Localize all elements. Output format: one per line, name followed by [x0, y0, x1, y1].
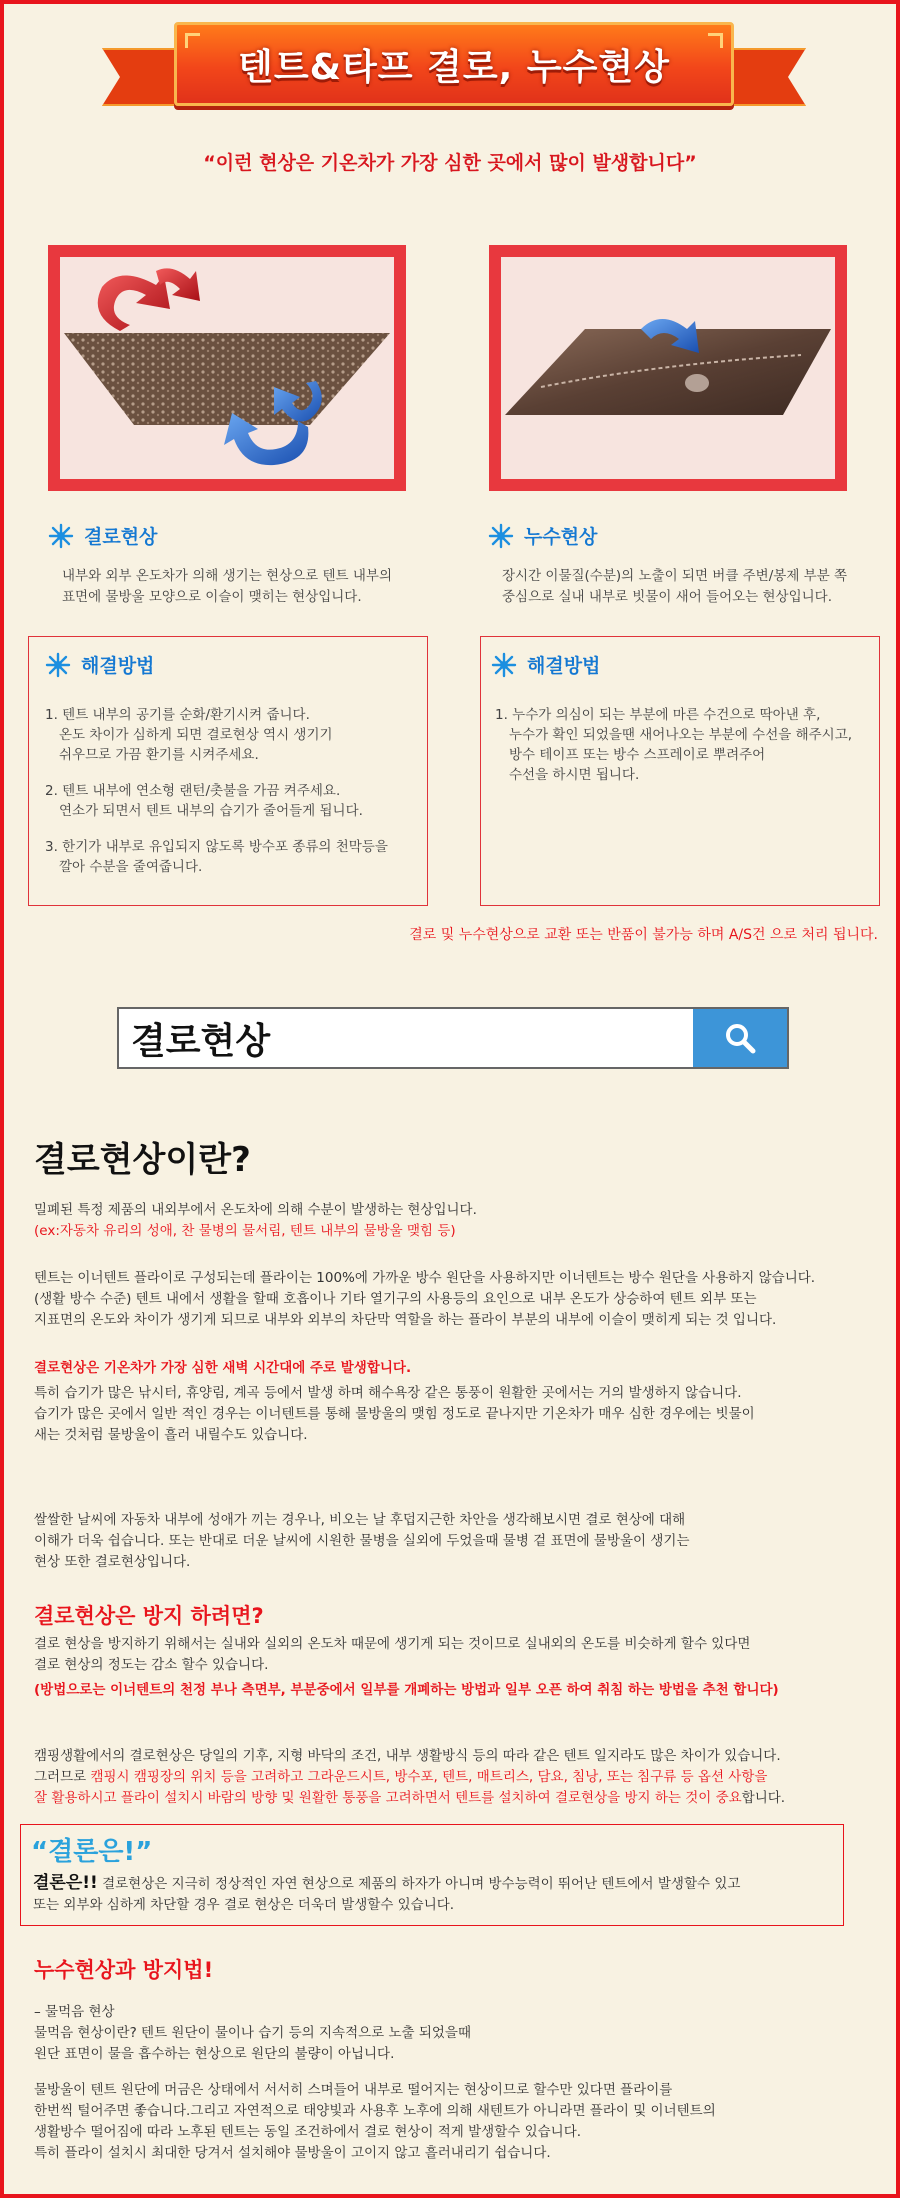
search-input[interactable]: [119, 1009, 693, 1067]
snowflake-icon: [491, 652, 517, 678]
leak-illustration: [501, 257, 835, 479]
subtitle-quote: “이런 현상은 기온차가 가장 심한 곳에서 많이 발생합니다”: [203, 152, 697, 174]
condensation-description: [62, 566, 392, 608]
conclusion-title: “결론은!”: [31, 1837, 153, 1867]
solution-right-item: [495, 705, 875, 785]
text-line: 쌀쌀한 날씨에 자동차 내부에 성애가 끼는 경우나, 비오는 날 후덥지근한 차안을 생각해보시면 결로 현상에 대해: [34, 1512, 686, 1528]
search-button[interactable]: [693, 1009, 787, 1067]
snowflake-icon: [45, 652, 71, 678]
text-line: 캠핑생활에서의 결로현상은 당일의 기후, 지형 바닥의 조건, 내부 생활방식 등의 따라 같은 텐트 일지라도 많은 차이가 있습니다.: [34, 1748, 781, 1764]
tent-structure-paragraph: [34, 1268, 884, 1331]
solution-left-item: [45, 781, 415, 821]
leak-heading: [488, 522, 597, 549]
solution-right-title: 해결방법: [527, 655, 601, 677]
text-line: 원단 표면이 물을 흡수하는 현상으로 원단의 불량이 아닙니다.: [34, 2046, 395, 2062]
text-fragment: 그러므로: [34, 1769, 91, 1785]
text-line: 텐트는 이너텐트 플라이로 구성되는데 플라이는 100%에 가까운 방수 원단을 사용하지만 이너텐트는 방수 원단을 사용하지 않습니다.: [34, 1270, 816, 1286]
text-line: 지표면의 온도와 차이가 생기게 되므로 내부와 외부의 차단막 역할을 하는 플라이 부분의 내부에 이슬이 맺히게 되는 것 입니다.: [34, 1312, 777, 1328]
prevention-paragraph: [34, 1634, 884, 1701]
text-fragment: 결로현상은 지극히 정상적인 자연 현상으로 제품의 하자가 아니며 방수능력이 뛰어난 텐트에서 발생할수 있고: [97, 1876, 741, 1892]
text-line: 생활방수 떨어짐에 따라 노후된 텐트는 동일 조건하에서 결로 현상이 적게 발생할수 있습니다.: [34, 2124, 582, 2140]
solution-line: 깔아 수분을 줄여줍니다.: [59, 859, 203, 875]
condensation-desc-line: 표면에 물방울 모양으로 이슬이 맺히는 현상입니다.: [62, 589, 362, 605]
text-line: 물먹음 현상이란? 텐트 원단이 물이나 습기 등의 지속적으로 노출 되었을때: [34, 2025, 472, 2041]
solution-line: 1. 텐트 내부의 공기를 순화/환기시켜 줍니다.: [45, 707, 310, 723]
solution-left-item: [45, 837, 415, 877]
solution-line: 누수가 확인 되었을땐 새어나오는 부분에 수선을 해주시고,: [509, 727, 853, 743]
search-icon: [723, 1021, 757, 1055]
solution-line: 방수 테이프 또는 방수 스프레이로 뿌려주어: [509, 747, 766, 763]
leak-description: [502, 566, 847, 608]
solution-left-title: 해결방법: [81, 655, 155, 677]
prevention-heading: 결로현상은 방지 하려면?: [34, 1604, 264, 1628]
solution-box-left: [28, 636, 428, 906]
snowflake-icon: [488, 523, 514, 549]
condensation-title: 결로현상: [84, 526, 158, 548]
fabric-surface: [64, 333, 390, 425]
text-line: 특히 플라이 설치시 최대한 당겨서 설치해야 물방울이 고이지 않고 흘러내리기 쉽습니다.: [34, 2145, 551, 2161]
highlight-line: 결로현상은 기온차가 가장 심한 새벽 시간대에 주로 발생합니다.: [34, 1360, 412, 1376]
dawn-paragraph: [34, 1358, 884, 1446]
solution-left-heading: [45, 651, 154, 678]
title-banner: [102, 18, 806, 122]
text-line: 한번씩 털어주면 좋습니다.그리고 자연적으로 태양빛과 사용후 노후에 의해 새텐트가 아니라면 플라이 및 이너텐트의: [34, 2103, 716, 2119]
warning-notice: 결로 및 누수현상으로 교환 또는 반품이 불가능 하며 A/S건 으로 처리 됩니다.: [409, 927, 878, 943]
text-line: 또는 외부와 심하게 차단할 경우 결로 현상은 더욱더 발생할수 있습니다.: [33, 1897, 455, 1913]
example-paragraph: [34, 1510, 884, 1573]
example-line: (ex:자동차 유리의 성애, 찬 물병의 물서림, 텐트 내부의 물방울 맺힘 등): [34, 1223, 456, 1239]
condensation-illustration: [60, 257, 394, 479]
leak-title: 누수현상: [524, 526, 598, 548]
search-bar: [117, 1007, 789, 1069]
solution-line: 온도 차이가 심하게 되면 결로현상 역시 생기기: [59, 727, 333, 743]
solution-left-list: [45, 705, 415, 893]
banner-plate: [174, 22, 734, 106]
text-line: (생활 방수 수준) 텐트 내에서 생활을 할때 호흡이나 기타 열기구의 사용등의 요인으로 내부 온도가 상승하여 텐트 외부 또는: [34, 1291, 757, 1307]
highlight-fragment: 캠핑시 캠핑장의 위치 등을 고려하고 그라운드시트, 방수포, 텐트, 매트리스, 담요, 침낭, 또는 침구류 등 옵션 사항을: [90, 1769, 768, 1785]
text-line: 이해가 더욱 쉽습니다. 또는 반대로 더운 날씨에 시원한 물병을 실외에 두었을때 물병 겉 표면에 물방울이 생기는: [34, 1533, 690, 1549]
text-line: 결로 현상의 정도는 감소 할수 있습니다.: [34, 1657, 269, 1673]
solution-line: 2. 텐트 내부에 연소형 랜턴/촛불을 가끔 켜주세요.: [45, 783, 341, 799]
leak-advice-paragraph: [34, 2080, 884, 2164]
article-heading: 결로현상이란?: [34, 1140, 251, 1180]
solution-right-list: [495, 705, 875, 801]
text-line: 밀폐된 특정 제품의 내외부에서 온도차에 의해 수분이 발생하는 현상입니다.: [34, 1202, 477, 1218]
condensation-heading: [48, 522, 157, 549]
solution-line: 쉬우므로 가끔 환기를 시켜주세요.: [59, 747, 259, 763]
leak-image: [489, 245, 847, 491]
text-line: 특히 습기가 많은 낚시터, 휴양림, 계곡 등에서 발생 하며 해수욕장 같은 통풍이 원활한 곳에서는 거의 발생하지 않습니다.: [34, 1385, 742, 1401]
text-line: 새는 것처럼 물방울이 흘러 내릴수도 있습니다.: [34, 1427, 308, 1443]
text-fragment: 합니다.: [741, 1790, 786, 1806]
solution-line: 연소가 되면서 텐트 내부의 습기가 줄어들게 됩니다.: [59, 803, 363, 819]
definition-paragraph: [34, 1200, 884, 1242]
solution-line: 수선을 하시면 됩니다.: [509, 767, 640, 783]
text-line: 현상 또한 결로현상입니다.: [34, 1554, 191, 1570]
conclusion-text: [33, 1873, 833, 1916]
solution-right-heading: [491, 651, 600, 678]
leak-desc-line: 장시간 이물질(수분)의 노출이 되면 버클 주변/봉제 부분 쪽: [502, 568, 848, 584]
solution-line: 3. 한기가 내부로 유입되지 않도록 방수포 종류의 천막등을: [45, 839, 388, 855]
leak-prevention-heading: 누수현상과 방지법!: [34, 1958, 214, 1982]
warm-air-arrow-icon: [98, 275, 170, 331]
text-line: – 물먹음 현상: [34, 2004, 115, 2020]
highlight-fragment: 잘 활용하시고 플라이 설치시 바람의 방향 및 원활한 통풍을 고려하면서 텐트를 설치하여 결로현상을 방지 하는 것이 중요: [34, 1790, 742, 1806]
solution-line: 1. 누수가 의심이 되는 부분에 마른 수건으로 딱아낸 후,: [495, 707, 821, 723]
text-line: 습기가 많은 곳에서 일반 적인 경우는 이너텐트를 통해 물방울의 맺힘 정도로 끝나지만 기온차가 매우 심한 경우에는 빗물이: [34, 1406, 755, 1422]
absorption-paragraph: [34, 2002, 884, 2065]
snowflake-icon: [48, 523, 74, 549]
camping-paragraph: [34, 1746, 884, 1809]
conclusion-box: [20, 1824, 844, 1926]
page-title: 텐트&타프 결로, 누수현상: [238, 46, 670, 88]
condensation-image: [48, 245, 406, 491]
solution-left-item: [45, 705, 415, 765]
seam-surface: [505, 329, 831, 415]
buckle-spot: [685, 374, 709, 392]
leak-desc-line: 중심으로 실내 내부로 빗물이 새어 들어오는 현상입니다.: [502, 589, 832, 605]
solution-box-right: [480, 636, 880, 906]
condensation-desc-line: 내부와 외부 온도차가 의해 생기는 현상으로 텐트 내부의: [62, 568, 392, 584]
recommendation-line: (방법으로는 이너텐트의 천정 부나 측면부, 부분중에서 일부를 개폐하는 방법과 일부 오픈 하여 취침 하는 방법을 추천 합니다): [34, 1682, 779, 1698]
text-line: 결로 현상을 방지하기 위해서는 실내와 실외의 온도차 때문에 생기게 되는 것이므로 실내외의 온도를 비슷하게 할수 있다면: [34, 1636, 751, 1652]
conclusion-lead: 결론은!!: [33, 1873, 98, 1893]
text-line: 물방울이 텐트 원단에 머금은 상태에서 서서히 스며들어 내부로 떨어지는 현상이므로 할수만 있다면 플라이를: [34, 2082, 673, 2098]
